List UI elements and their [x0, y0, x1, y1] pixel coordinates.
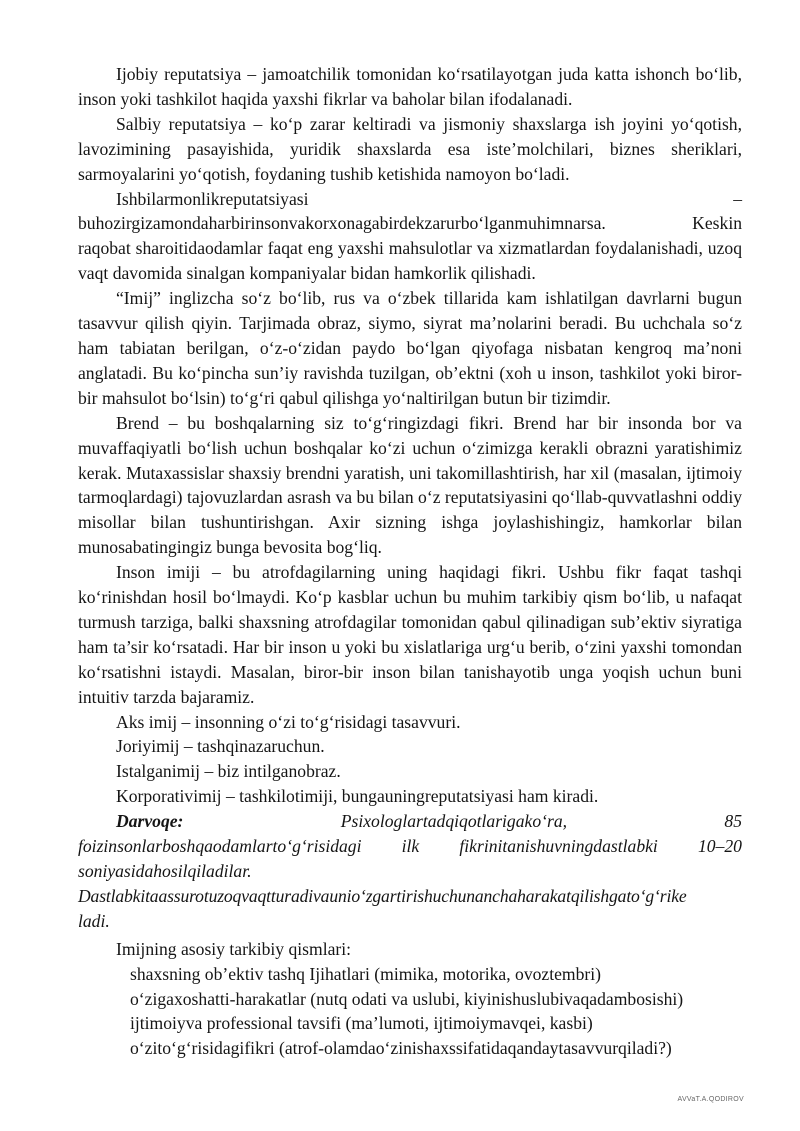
- components-title: Imijning asosiy tarkibiy qismlari:: [116, 938, 352, 959]
- list-item-current-image: Joriyimij – tashqinazaruchun.: [116, 736, 325, 757]
- darvoqe-label: Darvoqe:: [116, 811, 184, 832]
- text-run: 10–20: [697, 836, 742, 857]
- paragraph-positive-reputation: Ijobiy reputatsiya – jamoatchilik tomonidan ko‘rsatilayotgan juda katta ishonch bo‘lib, inson yoki tashkilot haqida yaxshi fikrlar va baholar bilan ifodalanadi.: [78, 64, 742, 109]
- paragraph-business-reputation-line2: [78, 211, 742, 236]
- list-item-reflected-image: Aks imij – insonning o‘zi to‘g‘risidagi tasavvuri.: [116, 711, 461, 732]
- paragraph-brand: Brend – bu boshqalarning siz to‘g‘ringizdagi fikri. Brend har bir insonda bor va muvaffaqiyatli bo‘lish uchun boshqalar ko‘zi uchun o‘zimizga kerakli obrazni yaratishimiz kerak. Mutaxassislar shaxsiy brendni yaratish, uni takomillashtirish, har xil (masalan, ijtimoiy tarmoqlardagi) tajovuzlardan asrash va bu bilan o‘z reputatsiyasini qo‘llab-quvvatlashni oddiy misollar bilan tushuntirishgan. Axir sizning ishga joylashishingiz, hamkorlar bilan munosabatingingiz bunga bevosita bog‘liq.: [78, 412, 742, 558]
- paragraph-image-definition: “Imij” inglizcha so‘z bo‘lib, rus va o‘zbek tillarida kam ishlatilgan davrlarni bugun tasavvur qilish qiyin. Tarjimada obraz, siymo, siyrat ma’nolarini beradi. Bu uchchala so‘z ham tabiatan berilgan, o‘z-o‘zidan paydo bo‘lgan qiyofaga nisbatan kengroq ma’noni anglatadi. Bu ko‘pincha sun’iy ravishda tuzilgan, ob’ektni (xoh u inson, tashkilot yoki biror-bir mahsulot bo‘lsin) to‘g‘ri qabul qilishga yo‘naltirilgan butun bir tizimdir.: [78, 288, 742, 408]
- footer-watermark: AVVaT.A.QODIROV: [677, 1096, 744, 1103]
- text-run: foizinsonlarboshqaodamlarto‘g‘risidagi: [78, 836, 362, 857]
- text-run: 85: [724, 811, 742, 832]
- text-run: ilk: [401, 836, 420, 857]
- component-item: o‘zito‘g‘risidagifikri (atrof-olamdao‘zinishaxssifatidaqandaytasavvurqiladi?): [130, 1038, 672, 1059]
- component-item: o‘zigaxoshatti-harakatlar (nutq odati va uslubi, kiyinishuslubivaqadambosishi): [130, 988, 684, 1009]
- text-run: Keskin: [692, 213, 742, 234]
- paragraph-business-reputation-rest: raqobat sharoitidaodamlar faqat eng yaxshi mahsulotlar va xizmatlardan foydalanishadi, uzoq vaqt davomida sinalgan kompaniyalar bidan hamkorlik qilishadi.: [78, 238, 742, 284]
- darvoqe-line2: [78, 834, 742, 859]
- text-run: Psixologlartadqiqotlarigako‘ra,: [340, 811, 568, 832]
- text-run: fikrinitanishuvningdastlabki: [459, 836, 658, 857]
- list-item-desired-image: Istalganimij – biz intilganobraz.: [116, 761, 341, 782]
- component-item: ijtimoiyva professional tavsifi (ma’lumoti, ijtimoiymavqei, kasbi): [130, 1013, 593, 1034]
- component-item: shaxsning ob’ektiv tashq Ijihatlari (mimika, motorika, ovoztembri): [130, 963, 602, 984]
- darvoqe-line1: [78, 809, 742, 834]
- text-run: buhozirgizamondaharbirinsonvakorxonagabirdekzarurbo‘lganmuhimnarsa.: [78, 213, 606, 234]
- dash: –: [733, 188, 742, 209]
- paragraph-business-reputation-line1: [78, 187, 742, 212]
- paragraph-person-image: Inson imiji – bu atrofdagilarning uning haqidagi fikri. Ushbu fikr faqat tashqi ko‘rinishdan hosil bo‘lmaydi. Ko‘p kasblar uchun bu muhim tarkibiy qism bo‘lib, u nafaqat turmush tarziga, balki shaxsning atrofdagilar tomonidan qabul qilinadigan sub’ektiv siyratiga ham ta’sir ko‘rsatadi. Har bir inson u yoki bu xislatlariga urg‘u berib, o‘zini yaxshi tomondan ko‘rsatishni istaydi. Masalan, biror-bir inson bilan tanishayotib unga yoqish uchun buni intuitiv tarzda bajaramiz.: [78, 562, 742, 707]
- paragraph-negative-reputation: Salbiy reputatsiya – ko‘p zarar keltiradi va jismoniy shaxslarga ish joyini yo‘qotish, lavozimining pasayishida, yuridik shaxslarda esa iste’molchilari, biznes sheriklari, sarmoyalarini yo‘qotish, foydaning tushib ketishida namoyon bo‘ladi.: [78, 113, 742, 184]
- list-item-corporate-image: Korporativimij – tashkilotimiji, bungauningreputatsiyasi ham kiradi.: [116, 786, 599, 807]
- business-reputation-term: Ishbilarmonlikreputatsiyasi: [116, 188, 309, 209]
- darvoqe-line3: soniyasidahosilqiladilar.: [78, 861, 252, 881]
- darvoqe-line4: Dastlabkitaassurotuzoqvaqtturadivaunio‘zgartirishuchunanchaharakatqilishgato‘g‘rike: [78, 885, 687, 906]
- darvoqe-line5: ladi.: [78, 910, 110, 931]
- document-page: [78, 62, 742, 1061]
